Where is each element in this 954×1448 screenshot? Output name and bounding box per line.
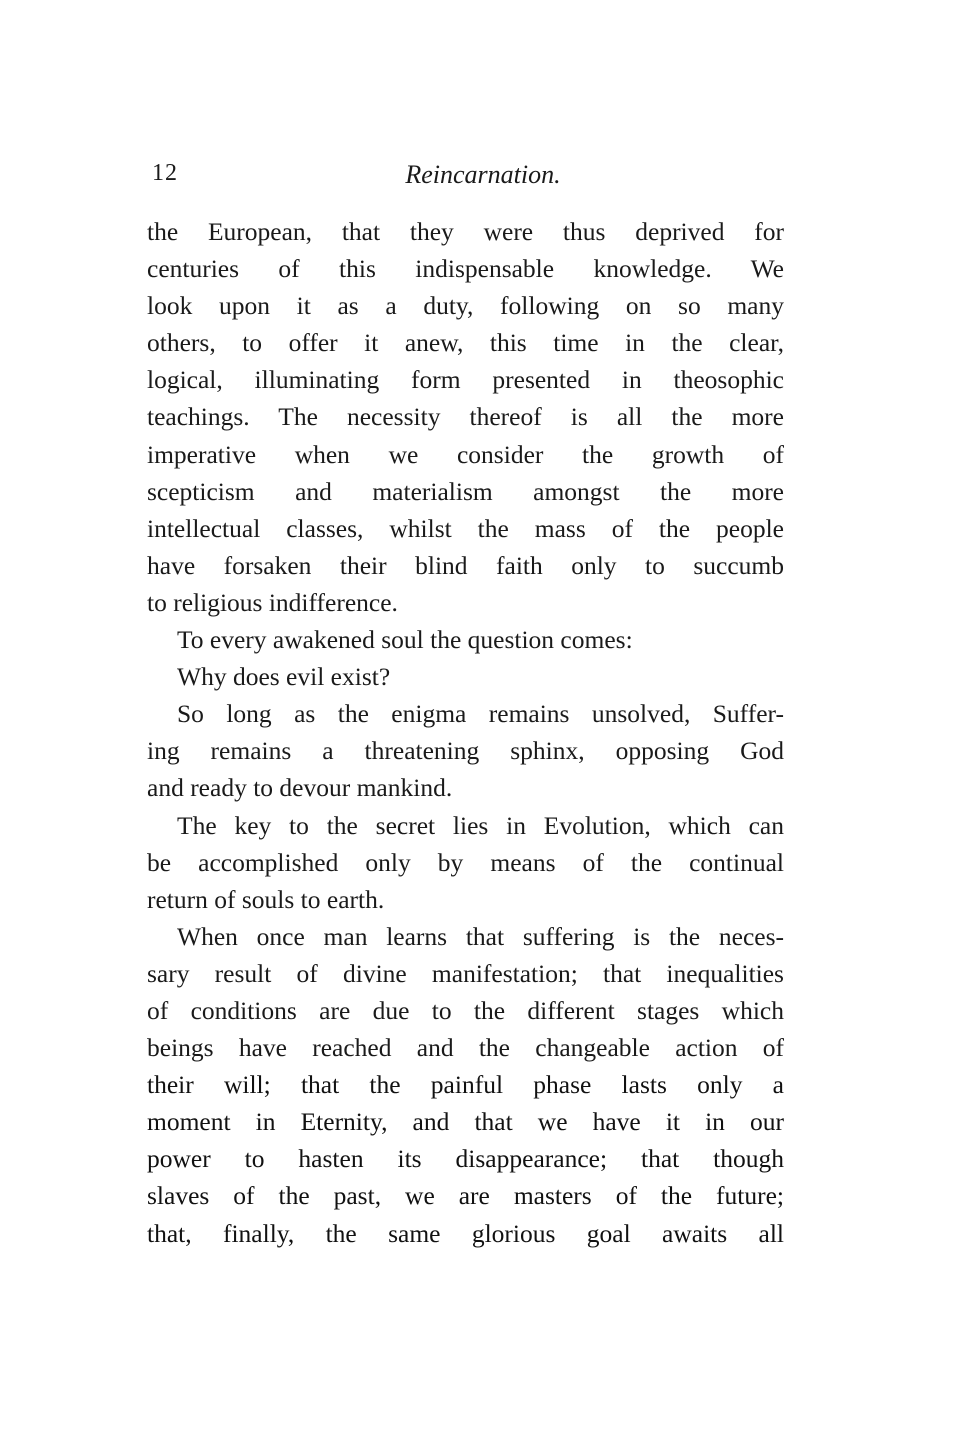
text-line: power to hasten its disappearance; that though — [147, 1144, 784, 1174]
text-line: To every awakened soul the question comes: — [177, 625, 633, 655]
text-line: beings have reached and the changeable action of — [147, 1033, 784, 1063]
text-line: of conditions are due to the different stages which — [147, 995, 784, 1025]
text-line: Why does evil exist? — [177, 662, 391, 692]
text-line: look upon it as a duty, following on so many — [147, 291, 784, 321]
text-line: sary result of divine manifestation; that inequalities — [147, 958, 784, 988]
running-title: Reincarnation. — [405, 160, 561, 189]
text-line: others, to offer it anew, this time in the clear, — [147, 328, 784, 358]
text-line: teachings. The necessity thereof is all the more — [147, 402, 784, 432]
text-line: to religious indifference. — [147, 587, 398, 617]
text-line: that, finally, the same glorious goal awaits all — [147, 1218, 784, 1248]
text-line: ing remains a threatening sphinx, opposing God — [147, 736, 784, 766]
text-line: When once man learns that suffering is the neces- — [177, 921, 784, 951]
text-line: scepticism and materialism amongst the more — [147, 476, 784, 506]
text-line: intellectual classes, whilst the mass of the people — [147, 513, 784, 543]
text-line: moment in Eternity, and that we have it in our — [147, 1107, 784, 1137]
text-line: have forsaken their blind faith only to succumb — [147, 550, 784, 580]
text-line: their will; that the painful phase lasts only a — [147, 1070, 784, 1100]
text-line: be accomplished only by means of the continual — [147, 847, 784, 877]
body-text — [147, 213, 784, 1252]
text-line: return of souls to earth. — [147, 884, 385, 914]
text-line: slaves of the past, we are masters of the future; — [147, 1181, 784, 1211]
text-line: The key to the secret lies in Evolution, which can — [177, 810, 784, 840]
text-line: the European, that they were thus deprived for — [147, 217, 784, 246]
text-line: centuries of this indispensable knowledge. We — [147, 254, 784, 284]
running-head — [152, 160, 784, 194]
page-number: 12 — [152, 160, 178, 186]
text-line: imperative when we consider the growth of — [147, 439, 784, 469]
text-line: logical, illuminating form presented in theosophic — [147, 365, 784, 395]
text-line: So long as the enigma remains unsolved, Suffer- — [177, 699, 784, 729]
text-line: and ready to devour mankind. — [147, 773, 453, 803]
